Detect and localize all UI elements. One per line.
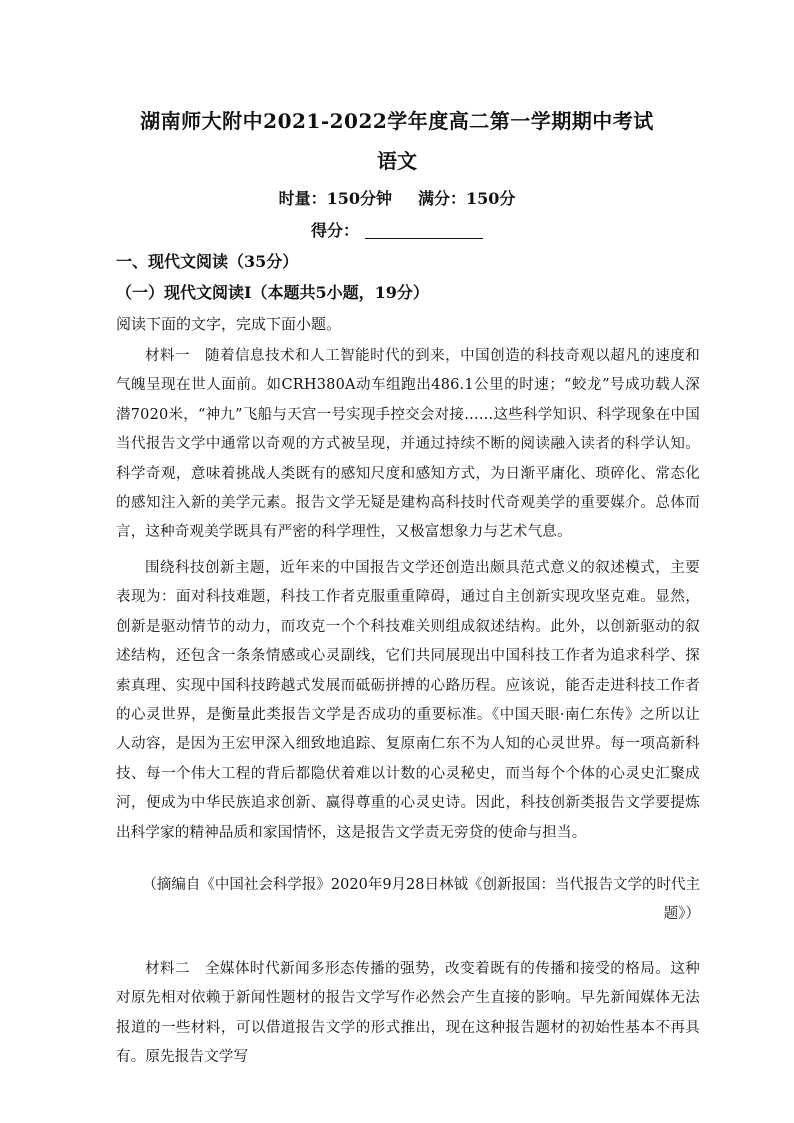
instruction-text: 阅读下面的文字，完成下面小题。 <box>116 315 342 333</box>
score-blank[interactable] <box>365 222 483 239</box>
material-one-source: （摘编自《中国社会科学报》2020年9月28日林钺《创新报国：当代报告文学的时代主题》） <box>142 877 700 923</box>
subject-title: 语文 <box>377 149 417 173</box>
material-one-paragraph-2: 围绕科技创新主题，近年来的中国报告文学还创造出颇具范式意义的叙述模式，主要表现为：面对科技难题，科技工作者克服重重障碍，通过自主创新实现攻坚克难。显然，创新是驱动情节的动力，而攻克一个个科技难关则组成叙述结构。此外，以创新驱动的叙述结构，还包含一条条情感或心灵副线，它们共同展现出中国科技工作者为追求科学、探索真理、实现中国科技跨越式发展而砥砺拼搏的心路历程。应该说，能否走进科技工作者的心灵世界，是衡量此类报告文学是否成功的重要标准。《中国天眼·南仁东传》之所以让人动容，是因为王宏甲深入细致地追踪、复原南仁东不为人知的心灵世界。每一项高新科技、每一个伟大工程的背后都隐伏着难以计数的心灵秘史，而当每个个体的心灵史汇聚成河，便成为中华民族追求创新、赢得尊重的心灵史诗。因此，科技创新类报告文学要提炼出科学家的精神品质和家国情怀，这是报告文学责无旁贷的使命与担当。 <box>116 560 700 841</box>
exam-meta <box>0 186 794 209</box>
time-limit: 时量：150分钟 <box>278 189 392 208</box>
score-line <box>0 218 794 241</box>
exam-title: 湖南师大附中2021-2022学年度高二第一学期期中考试 <box>140 109 654 133</box>
material-two-paragraph: 材料二 全媒体时代新闻多形态传播的强势，改变着既有的传播和接受的格局。这种对原先相对依赖于新闻性题材的报告文学写作必然会产生直接的影响。早先新闻媒体无法报道的一些材料，可以借道报告文学的形式推出，现在这种报告题材的初始性基本不再具有。原先报告文学写 <box>116 961 700 1066</box>
section-heading: 一、现代文阅读（35分） <box>116 252 299 271</box>
full-score: 满分：150分 <box>418 189 516 208</box>
material-one-paragraph-1: 材料一 随着信息技术和人工智能时代的到来，中国创造的科技奇观以超凡的速度和气魄呈现在世人面前。如CRH380A动车组跑出486.1公里的时速；“蛟龙”号成功载人深潜7020米，“神九”飞船与天宫一号实现手控交会对接……这些科学知识、科学现象在中国当代报告文学中通常以奇观的方式被呈现，并通过持续不断的阅读融入读者的科学认知。科学奇观，意味着挑战人类既有的感知尺度和感知方式，为日渐平庸化、琐碎化、常态化的感知注入新的美学元素。报告文学无疑是建构高科技时代奇观美学的重要媒介。总体而言，这种奇观美学既具有严密的科学理性，又极富想象力与艺术气息。 <box>116 348 700 541</box>
subsection-heading: （一）现代文阅读Ⅰ（本题共5小题，19分） <box>116 283 429 302</box>
score-label: 得分： <box>310 221 359 240</box>
